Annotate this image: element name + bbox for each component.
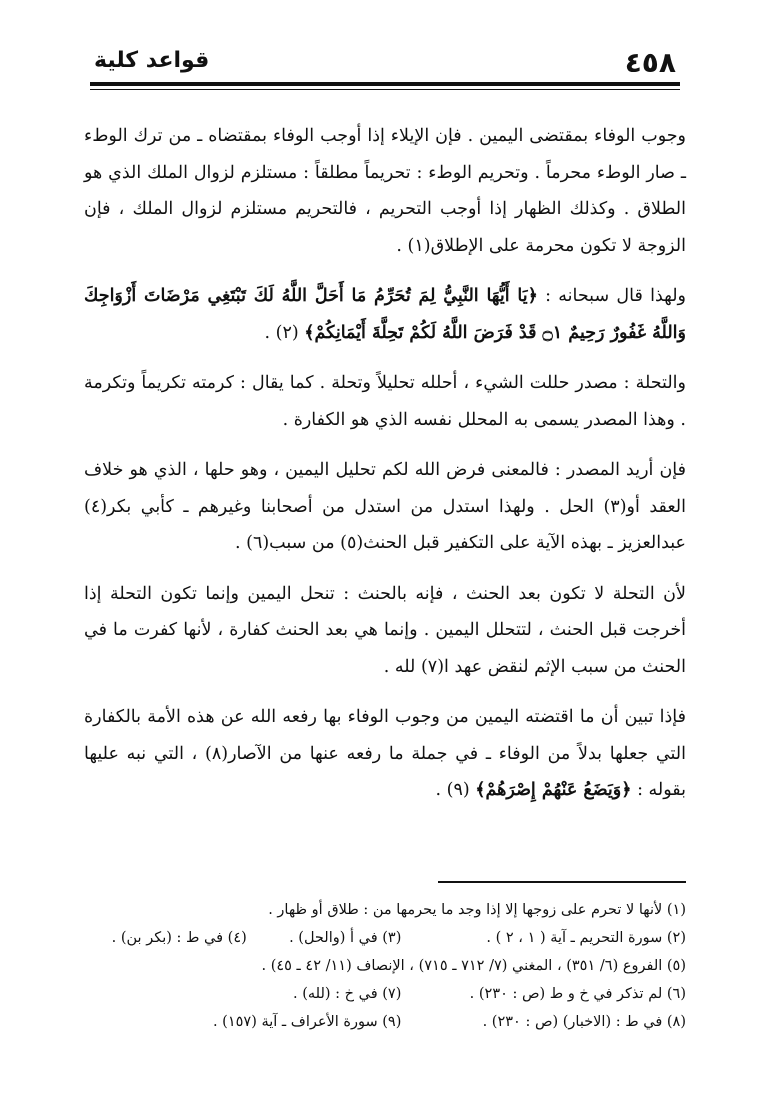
page-header [90,44,680,78]
footnote-4: (٤) في ط : (بكر بن) . [111,930,247,946]
paragraph-2-end: (٢) . [264,322,299,343]
footnote-line-1 [84,896,686,924]
header-rule-thick [90,82,680,86]
footnote-separator [438,881,686,883]
running-title: قواعد كلية [94,48,210,73]
paragraph-6-intro: فإذا تبين أن ما اقتضته اليمين من وجوب الوفاء بها رفعه الله عن هذه الأمة بالكفارة التي جعلها بدلاً من الوفاء ـ في جملة ما رفعه عنها من الآصار(٨) ، التي نبه عليها بقوله : [84,707,686,800]
quran-verse-araf: ﴿وَيَضَعُ عَنْهُمْ إِصْرَهُمْ﴾ [475,780,632,800]
footnote-line-5 [84,1008,686,1036]
header-rule-thin [90,89,680,90]
footnote-5: (٥) الفروع (٦/ ٣٥١) ، المغني (٧/ ٧١٢ ـ ٧١٥) ، الإنصاف (١١/ ٤٢ ـ ٤٥) . [261,958,686,974]
footnote-6: (٦) لم تذكر في خ و ط (ص : ٢٣٠) . [469,986,686,1002]
paragraph-5: لأن التحلة لا تكون بعد الحنث ، فإنه بالحنث : تنحل اليمين وإنما تكون التحلة إذا أخرجت قبل الحنث ، لتتحلل اليمين . وإنما هي بعد الحنث كفارة ، لأنها كفرت ما في الحنث من سبب الإثم لنقض عهد ا(٧) لله . [84,583,686,677]
main-text [84,118,686,809]
footnote-2: (٢) سورة التحريم ـ آية ( ١ ، ٢ ) . [486,930,686,946]
paragraph-3: والتحلة : مصدر حللت الشيء ، أحلله تحليلاً وتحلة . كما يقال : كرمته تكريماً وتكرمة . وهذا المصدر يسمى به المحلل نفسه الذي هو الكفارة . [84,373,686,430]
footnote-line-4 [84,980,686,1008]
footnote-9: (٩) سورة الأعراف ـ آية (١٥٧) . [212,1014,402,1030]
page-number: ٤٥٨ [624,46,676,79]
footnote-8: (٨) في ط : (الاخبار) (ص : ٢٣٠) . [482,1014,686,1030]
footnote-7: (٧) في خ : (لله) . [293,986,402,1002]
paragraph-6 [84,699,686,809]
footnote-3: (٣) في أ (والحل) . [289,930,402,946]
footnotes [84,896,686,1036]
paragraph-1: وجوب الوفاء بمقتضى اليمين . فإن الإيلاء إذا أوجب الوفاء بمقتضاه ـ من ترك الوطء ـ صار الوطء محرماً . وتحريم الوطء : تحريماً مطلقاً : مستلزم لزوال الملك الذي هو الطلاق . وكذلك الظهار إذا أوجب التحريم ، فالتحريم مستلزم لزوال الملك ، فإن الزوجة لا تكون محرمة على الإطلاق(١) . [84,126,686,256]
footnote-line-2 [84,924,686,952]
quran-verse-tahrim: ﴿يَا أَيُّهَا النَّبِيُّ لِمَ تُحَرِّمُ مَا أَحَلَّ اللَّهُ لَكَ تَبْتَغِي مَرْضَاتَ أَزْوَاجِكَ وَاللَّهُ غَفُورٌ رَحِيمٌ ۝١ قَدْ فَرَضَ اللَّهُ لَكُمْ تَحِلَّةَ أَيْمَانِكُمْ﴾ [84,286,686,343]
paragraph-6-end: (٩) . [435,780,470,800]
footnote-line-3 [84,952,686,980]
paragraph-2 [84,278,686,351]
paragraph-4: فإن أريد المصدر : فالمعنى فرض الله لكم تحليل اليمين ، وهو حلها ، الذي هو خلاف العقد أو(٣) الحل . ولهذا استدل من استدل من أصحابنا وغيرهم ـ كأبي بكر(٤) عبدالعزيز ـ بهذه الآية على التكفير قبل الحنث(٥) من سبب(٦) . [84,460,686,553]
footnote-1: (١) لأنها لا تحرم على زوجها إلا إذا وجد ما يحرمها من : طلاق أو ظهار . [268,902,686,918]
paragraph-2-intro: ولهذا قال سبحانه : [545,286,686,306]
